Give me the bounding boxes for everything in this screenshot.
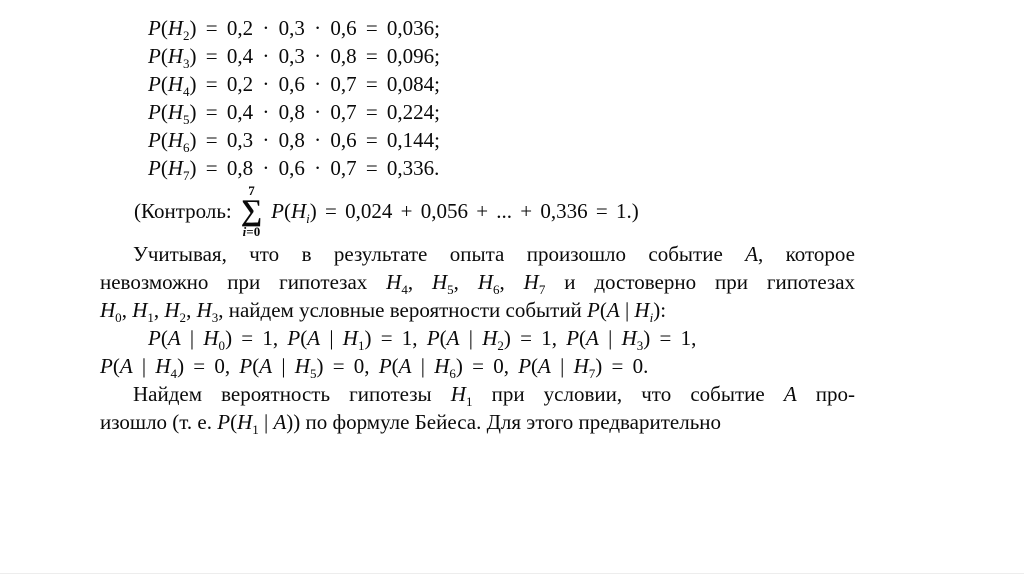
control-line xyxy=(134,182,855,240)
control-prefix: (Контроль: xyxy=(134,198,232,223)
equation-line: $P(H_5) = 0,4 \cdot 0,8 \cdot 0,7 = 0,224$; xyxy=(148,100,441,128)
equation-line: $P(H_6) = 0,3 \cdot 0,8 \cdot 0,6 = 0,144$; xyxy=(148,128,441,156)
conditional-probability-line: P(A | $H_4) = 0$, P(A | $H_5) = 0$, P(A | $H_6) = 0$, P(A | $H_7) = 0$. xyxy=(100,354,649,382)
paragraph-line: изошло (т. е. $P(H_1$ | A)) по формуле Бейеса. Для этого предварительно xyxy=(100,410,722,438)
paragraph-line: невозможно при гипотезах $H_4$, $H_5$, $H_6$, $H_7$ и достоверно при гипотезах xyxy=(100,270,856,298)
equation-line: $P(H_2) = 0,2 \cdot 0,3 \cdot 0,6 = 0,036$; xyxy=(148,16,441,44)
equation-line: $P(H_7) = 0,8 \cdot 0,6 \cdot 0,7 = 0,336$. xyxy=(148,156,440,184)
paragraph-line: Найдем вероятность гипотезы $H_1$ при условии, что событие A про- xyxy=(133,382,855,410)
equation-line: $P(H_4) = 0,2 \cdot 0,6 \cdot 0,7 = 0,084$; xyxy=(148,72,441,100)
paragraph-line: $H_0$, $H_1$, $H_2$, $H_3$, найдем условные вероятности событий P(A | $H_i$): xyxy=(100,298,667,326)
equation-line: $P(H_3) = 0,4 \cdot 0,3 \cdot 0,8 = 0,096$; xyxy=(148,44,441,72)
sum-lower-limit: i=0 xyxy=(242,224,261,239)
summation-symbol xyxy=(241,184,262,238)
sigma-icon: ∑ xyxy=(240,194,263,227)
sum-upper-limit: 7 xyxy=(248,183,255,198)
paragraph-line: Учитывая, что в результате опыта произошло событие A, которое xyxy=(133,242,855,266)
control-expression: $P(H_i) = 0,024 + 0,056$ + ... + 0,336 = 1.) xyxy=(271,198,639,226)
page-content xyxy=(100,14,855,436)
conditional-probability-line: P(A | $H_0) = 1$, P(A | $H_1) = 1$, P(A | $H_2) = 1$, P(A | $H_3) = 1$, xyxy=(148,326,697,354)
